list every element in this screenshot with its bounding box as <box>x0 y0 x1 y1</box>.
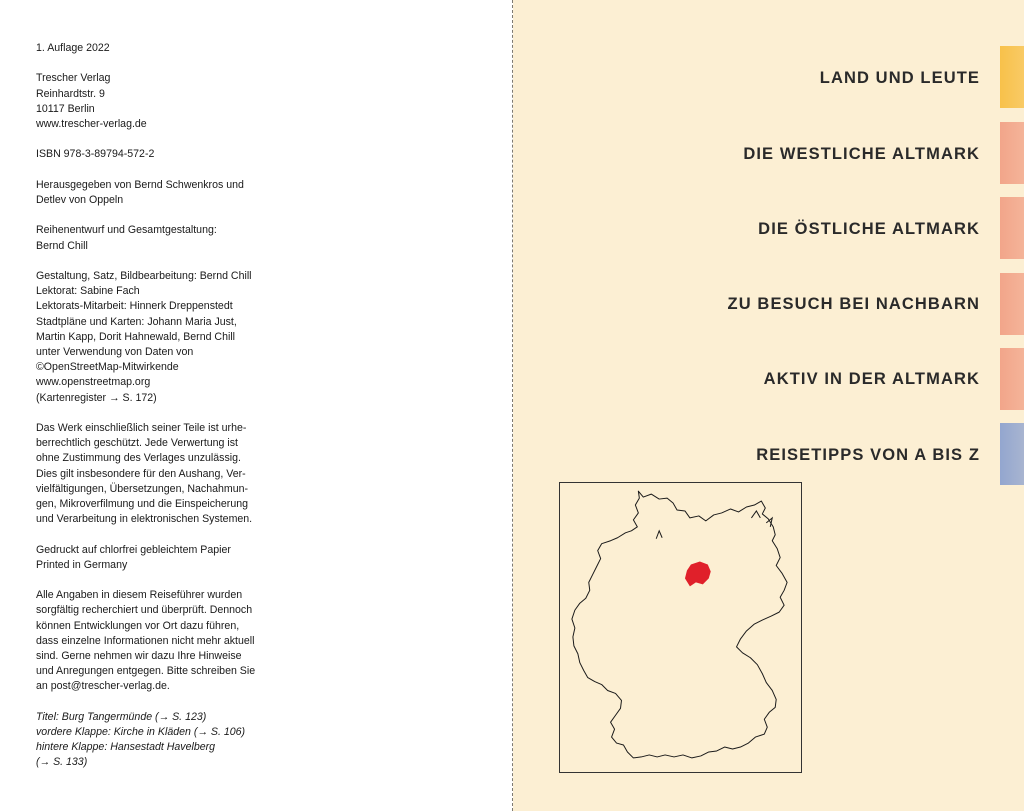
thumb-tab-zu-besuch-bei-nachbarn[interactable] <box>1000 273 1024 335</box>
chapter-land-und-leute[interactable]: LAND UND LEUTE <box>819 69 980 87</box>
chapter-reisetipps[interactable]: REISETIPPS VON A BIS Z <box>756 446 980 464</box>
thumb-tab-westliche-altmark[interactable] <box>1000 122 1024 184</box>
copyright-notice: Das Werk einschließlich seiner Teile ist urhe- berrechtlich geschützt. Jede Verwertung ist ohne Zustimmung des Verlages unzulässig. Dies gilt insbesondere für den Aushang, Ver- vielfältigungen, Übersetzungen, Nachahmun- gen, Mikroverfilmung und die Einspeicherung und Verarbeitung in elektronischen Systemen. <box>36 421 253 526</box>
thumb-tab-oestliche-altmark[interactable] <box>1000 197 1024 259</box>
right-page <box>513 0 1024 811</box>
chapter-zu-besuch-bei-nachbarn[interactable]: ZU BESUCH BEI NACHBARN <box>727 295 980 313</box>
isbn: ISBN 978-3-89794-572-2 <box>36 148 155 161</box>
thumb-tab-reisetipps[interactable] <box>1000 423 1024 485</box>
photo-credits: Titel: Burg Tangermünde (→ S. 123) vordere Klappe: Kirche in Kläden (→ S. 106) hintere Klappe: Hansestadt Havelberg (→ S. 133) <box>36 710 246 769</box>
locator-map <box>559 482 802 773</box>
series-design: Reihenentwurf und Gesamtgestaltung: Bernd Chill <box>36 224 217 252</box>
editors: Herausgegeben von Bernd Schwenkros und Detlev von Oppeln <box>36 178 244 206</box>
disclaimer: Alle Angaben in diesem Reiseführer wurden sorgfältig recherchiert und überprüft. Dennoch können Entwicklungen vor Ort dazu führen, dass einzelne Informationen nicht mehr aktuell sind. Gerne nehmen wir dazu Ihre Hinweise und Anregungen entgegen. Bitte schreiben Sie an post@trescher-verlag.de. <box>36 589 256 693</box>
chapter-westliche-altmark[interactable]: DIE WESTLICHE ALTMARK <box>743 145 980 163</box>
publisher-address <box>36 71 266 132</box>
altmark-highlight <box>685 562 711 587</box>
imprint-text <box>36 41 266 771</box>
chapter-aktiv-in-der-altmark[interactable]: AKTIV IN DER ALTMARK <box>763 370 980 388</box>
publisher-city: 10117 Berlin <box>36 102 95 115</box>
chapter-oestliche-altmark[interactable]: DIE ÖSTLICHE ALTMARK <box>758 220 980 238</box>
germany-map <box>560 483 801 772</box>
thumb-tab-aktiv-in-der-altmark[interactable] <box>1000 348 1024 410</box>
publisher-website: www.trescher-verlag.de <box>36 118 147 130</box>
printing-note: Gedruckt auf chlorfrei gebleichtem Papier Printed in Germany <box>36 543 231 571</box>
publisher-name: Trescher Verlag <box>36 72 111 85</box>
edition-line: 1. Auflage 2022 <box>36 42 110 54</box>
publisher-street: Reinhardtstr. 9 <box>36 87 105 100</box>
thumb-tab-land-und-leute[interactable] <box>1000 46 1024 108</box>
credits: Gestaltung, Satz, Bildbearbeitung: Bernd Chill Lektorat: Sabine Fach Lektorats-Mitarbeit: Hinnerk Dreppenstedt Stadtpläne und Karten: Johann Maria Just, Martin Kapp, Dorit Hahnewald, Bernd Chill unter Verwendung von Daten von ©OpenStreetMap-Mitwirkende www.openstreetmap.org (Kartenregister → S. 172) <box>36 269 252 404</box>
germany-outline <box>572 491 787 758</box>
